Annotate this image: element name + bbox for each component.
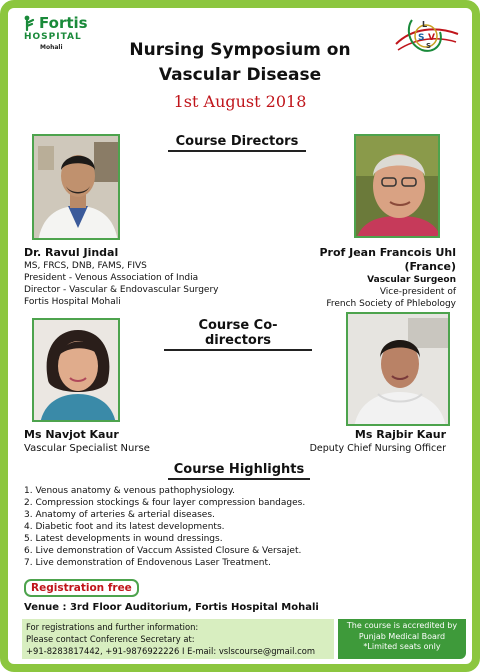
fortis-hospital-text: HOSPITAL: [24, 32, 82, 42]
highlight-item: 7. Live demonstration of Endovenous Laser Treatment.: [24, 558, 271, 568]
title-line-1: Nursing Symposium on: [129, 40, 351, 60]
director-2-info: [268, 246, 456, 310]
director-1-line-3: Director - Vascular & Endovascular Surgery: [24, 285, 219, 295]
fortis-location-text: Mohali: [40, 44, 63, 51]
codirector-2-role: Deputy Chief Nursing Officer: [309, 443, 446, 454]
highlight-item: 1. Venous anatomy & venous pathophysiology.: [24, 486, 235, 496]
event-title: [100, 38, 380, 88]
codirector-1-info: [24, 428, 224, 456]
svg-text:L: L: [422, 20, 428, 29]
fortis-logo: [22, 14, 88, 51]
vsls-logo-icon: [392, 14, 462, 60]
accreditation-line-3: *Limited seats only: [363, 642, 441, 651]
contact-line-2: Please contact Conference Secretary at:: [26, 634, 195, 644]
director-2-line-3: French Society of Phlebology: [326, 299, 456, 309]
title-line-2: Vascular Disease: [158, 65, 322, 85]
fortis-mark-icon: [22, 15, 36, 31]
course-codirectors-label: Course Co-directors: [198, 318, 278, 348]
course-directors-label: Course Directors: [175, 134, 299, 149]
director-1-line-2: President - Venous Association of India: [24, 273, 199, 283]
highlight-item: 6. Live demonstration of Vaccum Assisted Closure & Versajet.: [24, 546, 302, 556]
contact-line-3: +91-8283817442, +91-9876922226 I E-mail: vslscourse@gmail.com: [26, 646, 316, 656]
director-2-line-2: Vice-president of: [379, 287, 456, 297]
director-1-name: Dr. Ravul Jindal: [24, 246, 119, 259]
director-1-line-4: Fortis Hospital Mohali: [24, 297, 121, 307]
person-portrait-icon: [356, 136, 440, 238]
highlight-item: 5. Latest developments in wound dressings.: [24, 534, 223, 544]
highlights-list: [24, 485, 305, 569]
director-2-name: Prof Jean Francois Uhl (France): [319, 246, 456, 273]
codirector-2-photo: [346, 312, 450, 426]
person-portrait-icon: [34, 136, 120, 240]
person-portrait-icon: [34, 320, 120, 422]
highlight-item: 2. Compression stockings & four layer compression bandages.: [24, 498, 306, 508]
accreditation-line-2: Punjab Medical Board: [358, 631, 446, 641]
accreditation-line-1: The course is accredited by: [346, 621, 458, 630]
heading-underline: [168, 150, 306, 152]
registration-badge: Registration free: [24, 579, 139, 597]
accreditation-box: [338, 619, 466, 659]
director-2-photo: [354, 134, 440, 238]
course-highlights-label: Course Highlights: [173, 462, 305, 477]
svg-text:S: S: [426, 42, 432, 50]
codirector-2-name: Ms Rajbir Kaur: [354, 428, 446, 441]
codirector-1-role: Vascular Specialist Nurse: [24, 443, 150, 454]
director-1-line-1: MS, FRCS, DNB, FAMS, FIVS: [24, 261, 147, 271]
heading-underline: [168, 478, 310, 480]
event-date: 1st August 2018: [173, 92, 307, 111]
highlight-item: 3. Anatomy of arteries & arterial diseases.: [24, 510, 215, 520]
highlight-item: 4. Diabetic foot and its latest developments.: [24, 522, 225, 532]
codirector-1-photo: [32, 318, 120, 422]
director-2-line-1: Vascular Surgeon: [367, 275, 456, 285]
codirector-2-info: [260, 428, 446, 456]
director-1-info: [24, 246, 264, 308]
contact-box: [22, 619, 334, 659]
course-highlights-heading: [172, 462, 306, 477]
venue-text: Venue : 3rd Floor Auditorium, Fortis Hospital Mohali: [24, 602, 319, 613]
fortis-brand-text: Fortis: [39, 14, 88, 32]
heading-underline: [164, 349, 312, 351]
person-portrait-icon: [348, 314, 450, 426]
course-directors-heading: [172, 134, 302, 149]
contact-line-1: For registrations and further information:: [26, 622, 199, 632]
codirector-1-name: Ms Navjot Kaur: [24, 428, 119, 441]
director-1-photo: [32, 134, 120, 240]
svg-text:V: V: [428, 33, 435, 43]
svg-text:S: S: [418, 33, 425, 43]
course-codirectors-heading: [168, 318, 308, 348]
